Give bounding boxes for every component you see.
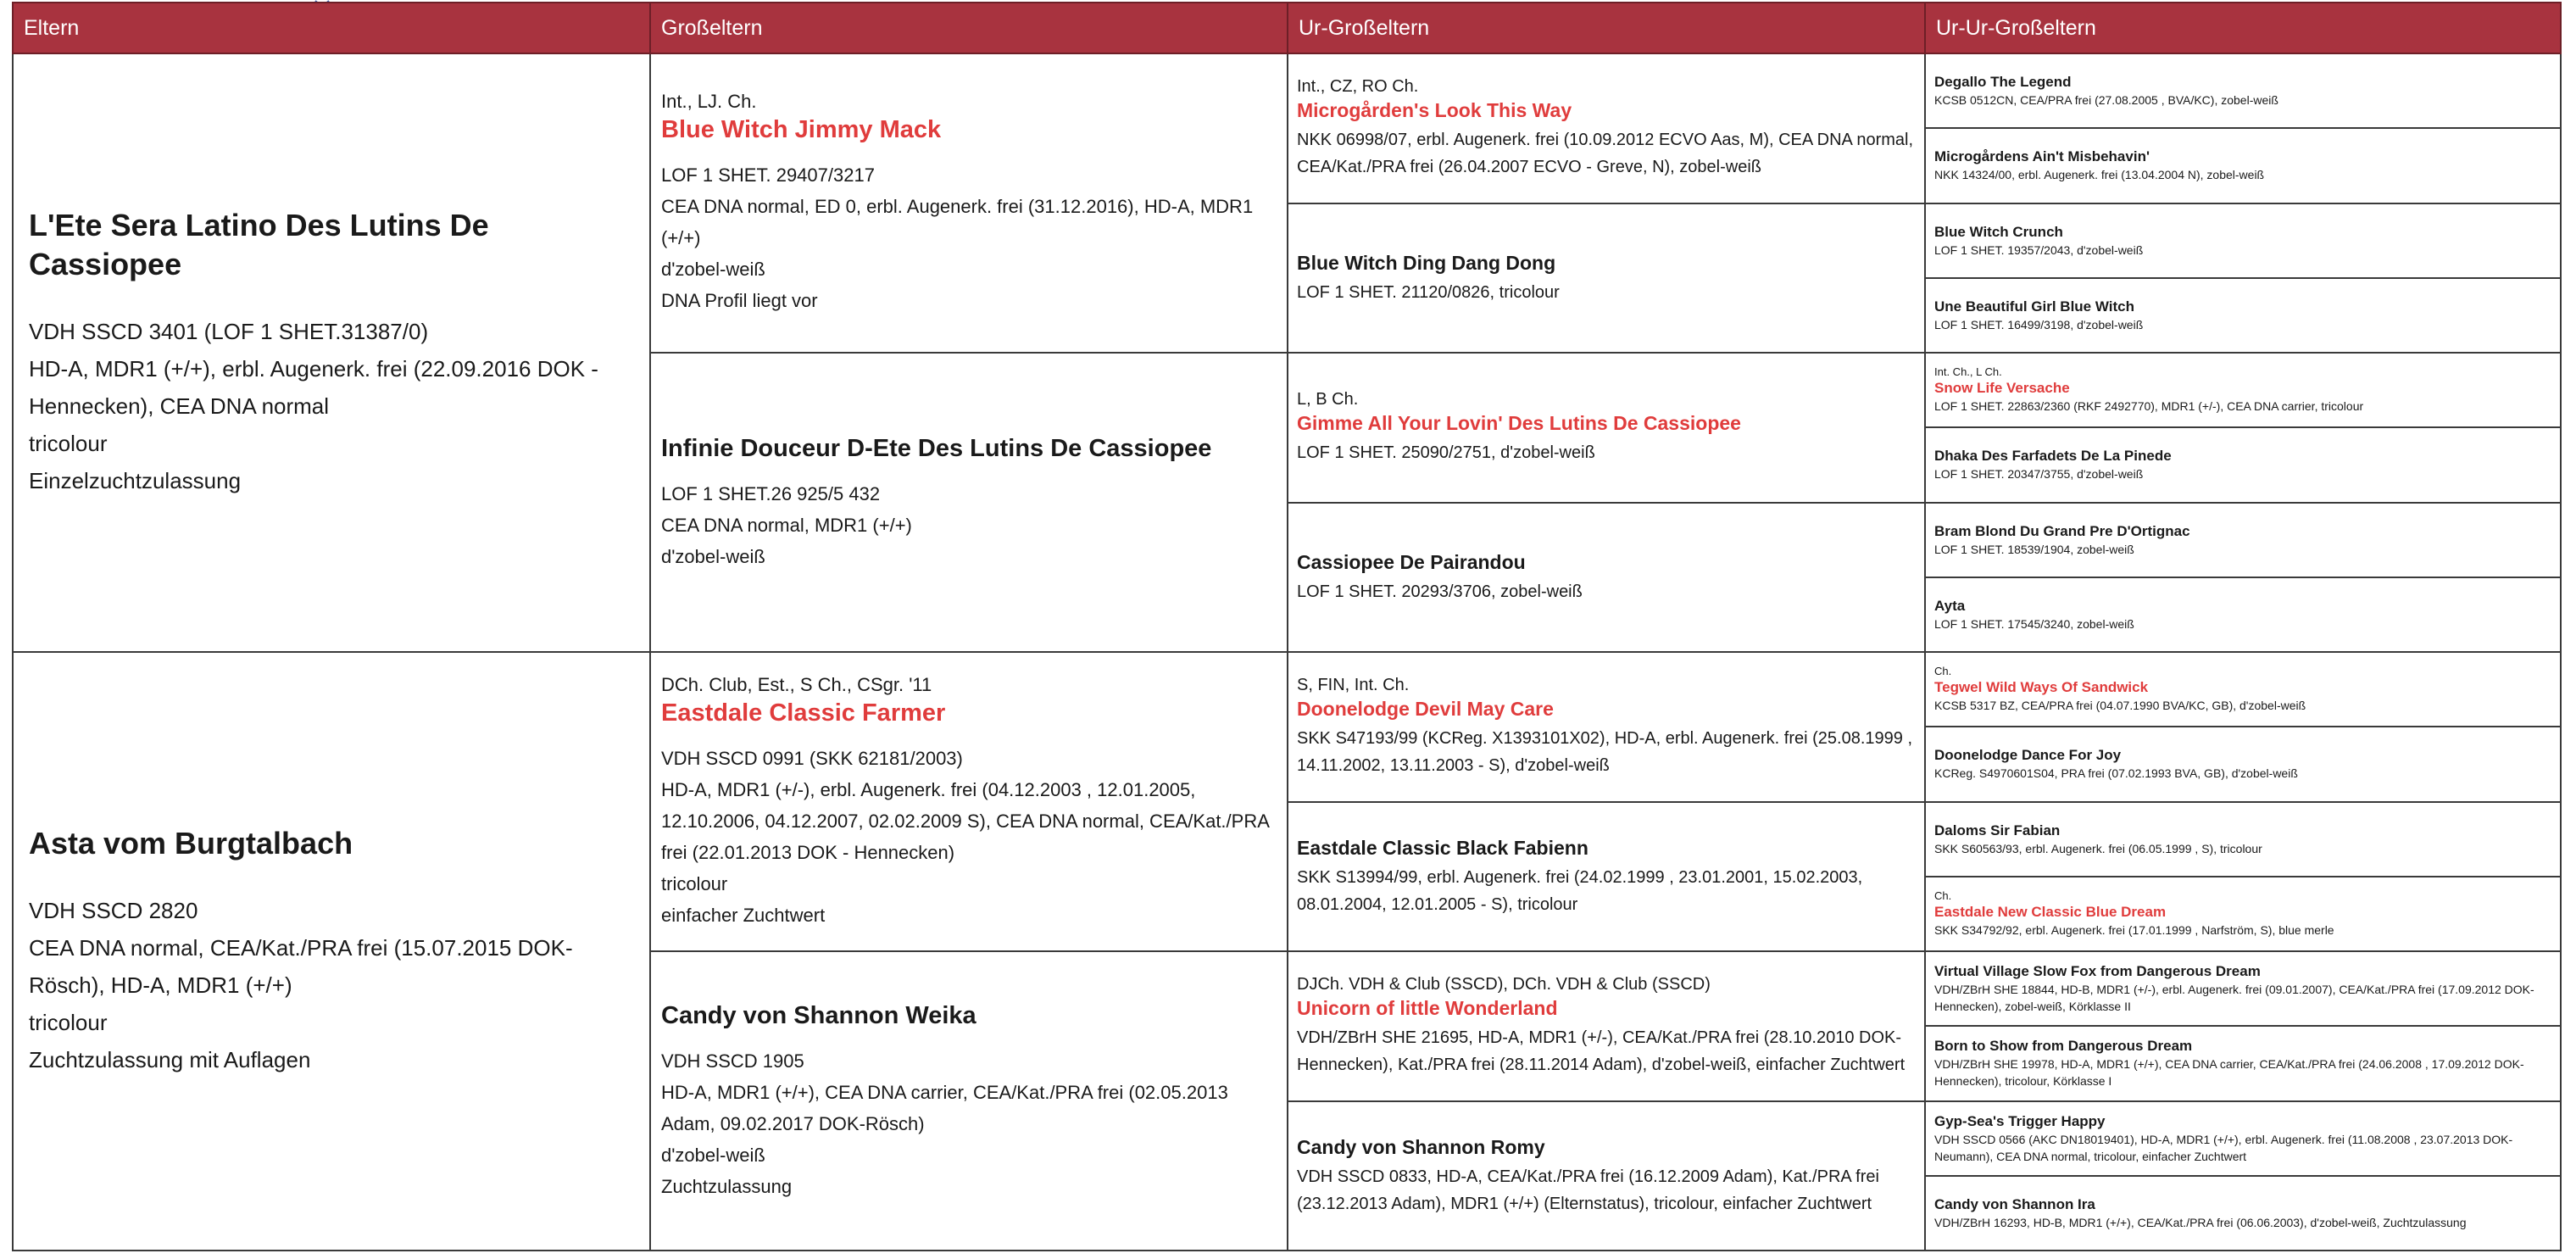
great-great-grandparent-name: Candy von Shannon Ira: [1934, 1195, 2095, 1212]
great-grandparent-name: Gimme All Your Lovin' Des Lutins De Cassiopee: [1297, 412, 1741, 435]
grandparent-info-line: HD-A, MDR1 (+/+), CEA DNA carrier, CEA/Kat./PRA frei (02.05.2013 Adam, 09.02.2017 DOK-Rösch): [661, 1082, 1228, 1134]
great-grandparent-info: LOF 1 SHET. 25090/2751, d'zobel-weiß: [1297, 443, 1595, 463]
great-great-grandparent-name: Born to Show from Dangerous Dream: [1934, 1038, 2193, 1055]
great-great-grandparent-cell: [1925, 1026, 2561, 1100]
great-great-grandparent-name: Dhaka Des Farfadets De La Pinede: [1934, 448, 2172, 465]
great-grandparent-info: NKK 06998/07, erbl. Augenerk. frei (10.09.2012 ECVO Aas, M), CEA DNA normal, CEA/Kat./PRA frei (26.04.2007 ECVO - Greve, N), zobel-weiß: [1297, 131, 1914, 177]
great-grandparent-info: SKK S47193/99 (KCReg. X1393101X02), HD-A, erbl. Augenerk. frei (25.08.1999 , 14.11.2002, 13.11.2003 - S), d'zobel-weiß: [1297, 729, 1912, 776]
great-great-grandparent-info: LOF 1 SHET. 18539/1904, zobel-weiß: [1934, 542, 2134, 556]
great-great-grandparent-cell: [1925, 278, 2561, 353]
great-great-grandparent-name: Degallo The Legend: [1934, 74, 2072, 91]
great-grandparent-cell: [1288, 951, 1925, 1101]
great-grandparent-info: VDH SSCD 0833, HD-A, CEA/Kat./PRA frei (16.12.2009 Adam), Kat./PRA frei (23.12.2013 Adam), MDR1 (+/+) (Elternstatus), tricolour, einfacher Zuchtwert: [1297, 1167, 1879, 1213]
great-grandparent-title: Int., CZ, RO Ch.: [1297, 77, 1419, 97]
header-ur-ur-grosseltern: Ur-Ur-Großeltern: [1925, 3, 2561, 53]
great-great-grandparent-info: LOF 1 SHET. 19357/2043, d'zobel-weiß: [1934, 242, 2144, 257]
great-great-grandparent-title: Ch.: [1934, 889, 1952, 902]
great-grandparent-name: Eastdale Classic Black Fabienn: [1297, 836, 1588, 859]
great-great-grandparent-title: Ch.: [1934, 665, 1952, 678]
great-grandparent-name: Unicorn of little Wonderland: [1297, 997, 1558, 1020]
great-grandparent-cell: [1288, 353, 1925, 503]
great-grandparent-cell: [1288, 203, 1925, 354]
great-great-grandparent-info: NKK 14324/00, erbl. Augenerk. frei (13.04.2004 N), zobel-weiß: [1934, 168, 2265, 182]
great-grandparent-cell: [1288, 652, 1925, 802]
great-great-grandparent-cell: [1925, 1176, 2561, 1251]
great-great-grandparent-cell: [1925, 128, 2561, 203]
great-great-grandparent-name: Microgårdens Ain't Misbehavin': [1934, 148, 2150, 165]
great-grandparent-name: Cassiopee De Pairandou: [1297, 550, 1526, 573]
great-great-grandparent-info: SKK S60563/93, erbl. Augenerk. frei (06.05.1999 , S), tricolour: [1934, 841, 2262, 855]
header-row: [13, 3, 2561, 53]
great-great-grandparent-cell: [1925, 877, 2561, 951]
great-grandparent-info: VDH/ZBrH SHE 21695, HD-A, MDR1 (+/-), CEA/Kat./PRA frei (28.10.2010 DOK-Hennecken), Kat./PRA frei (28.11.2014 Adam), d'zobel-weiß, einfacher Zuchtwert: [1297, 1028, 1906, 1075]
grandparent-name: Candy von Shannon Weika: [661, 1002, 976, 1029]
grandparent-info-line: VDH SSCD 0991 (SKK 62181/2003): [661, 747, 963, 769]
great-great-grandparent-info: VDH/ZBrH 16293, HD-B, MDR1 (+/+), CEA/Kat./PRA frei (06.06.2003), d'zobel-weiß, Zuchtzulassung: [1934, 1215, 2467, 1229]
parent-cell: [13, 652, 650, 1251]
grandparent-title: DCh. Club, Est., S Ch., CSgr. '11: [661, 673, 932, 695]
great-great-grandparent-name: Ayta: [1934, 597, 1966, 614]
grandparent-cell: [650, 951, 1288, 1251]
great-great-grandparent-cell: [1925, 503, 2561, 577]
header-grosseltern: Großeltern: [650, 3, 1288, 53]
great-great-grandparent-cell: [1925, 53, 2561, 128]
pedigree-row: [13, 652, 2561, 727]
great-great-grandparent-cell: [1925, 203, 2561, 278]
great-great-grandparent-name: Virtual Village Slow Fox from Dangerous Dream: [1934, 963, 2261, 980]
header-ur-grosseltern: Ur-Großeltern: [1288, 3, 1925, 53]
grandparent-cell: [650, 353, 1288, 652]
grandparent-info-line: d'zobel-weiß: [661, 259, 765, 280]
great-great-grandparent-name: Eastdale New Classic Blue Dream: [1934, 903, 2167, 920]
great-great-grandparent-cell: [1925, 577, 2561, 652]
great-grandparent-title: DJCh. VDH & Club (SSCD), DCh. VDH & Club (SSCD): [1297, 975, 1711, 994]
great-great-grandparent-name: Doonelodge Dance For Joy: [1934, 747, 2122, 764]
pedigree-row: [13, 53, 2561, 128]
great-great-grandparent-info: VDH/ZBrH SHE 19978, HD-A, MDR1 (+/+), CEA DNA carrier, CEA/Kat./PRA frei (24.06.2008 , 17.09.2012 DOK-Hennecken), tricolour, Körklasse I: [1934, 1057, 2524, 1089]
great-great-grandparent-cell: [1925, 652, 2561, 727]
parent-name: Asta vom Burgtalbach: [29, 826, 353, 861]
great-great-grandparent-cell: [1925, 353, 2561, 427]
parent-info-line: CEA DNA normal, CEA/Kat./PRA frei (15.07.2015 DOK-Rösch), HD-A, MDR1 (+/+): [29, 935, 573, 998]
great-grandparent-name: Microgården's Look This Way: [1297, 99, 1572, 122]
great-great-grandparent-info: LOF 1 SHET. 22863/2360 (RKF 2492770), MDR1 (+/-), CEA DNA carrier, tricolour: [1934, 399, 2364, 414]
parent-info-line: VDH SSCD 3401 (LOF 1 SHET.31387/0): [29, 319, 429, 344]
great-grandparent-cell: [1288, 503, 1925, 653]
pedigree-table: [12, 2, 2562, 1251]
great-great-grandparent-info: VDH/ZBrH SHE 18844, HD-B, MDR1 (+/-), erbl. Augenerk. frei (09.01.2007), CEA/Kat./PRA frei (17.09.2012 DOK-Hennecken), zobel-weiß, Körklasse II: [1934, 983, 2534, 1014]
great-grandparent-cell: [1288, 802, 1925, 952]
great-grandparent-info: LOF 1 SHET. 21120/0826, tricolour: [1297, 282, 1560, 302]
great-grandparent-title: L, B Ch.: [1297, 390, 1359, 409]
grandparent-cell: [650, 53, 1288, 353]
grandparent-name: Eastdale Classic Farmer: [661, 699, 946, 727]
great-great-grandparent-title: Int. Ch., L Ch.: [1934, 365, 2002, 379]
great-great-grandparent-name: Bram Blond Du Grand Pre D'Ortignac: [1934, 522, 2190, 539]
great-great-grandparent-name: Snow Life Versache: [1934, 380, 2070, 397]
great-great-grandparent-cell: [1925, 427, 2561, 502]
parent-info-line: tricolour: [29, 1010, 108, 1035]
grandparent-info-line: Zuchtzulassung: [661, 1176, 793, 1197]
header-eltern: Eltern: [13, 3, 650, 53]
great-great-grandparent-cell: [1925, 951, 2561, 1026]
parent-info-line: VDH SSCD 2820: [29, 898, 198, 923]
great-great-grandparent-name: Tegwel Wild Ways Of Sandwick: [1934, 679, 2149, 696]
great-grandparent-name: Doonelodge Devil May Care: [1297, 698, 1554, 721]
grandparent-name: Blue Witch Jimmy Mack: [661, 116, 942, 143]
parent-info-line: HD-A, MDR1 (+/+), erbl. Augenerk. frei (22.09.2016 DOK - Hennecken), CEA DNA normal: [29, 356, 598, 419]
grandparent-info-line: CEA DNA normal, MDR1 (+/+): [661, 515, 912, 536]
great-great-grandparent-info: KCSB 5317 BZ, CEA/PRA frei (04.07.1990 BVA/KC, GB), d'zobel-weiß: [1934, 699, 2306, 713]
great-great-grandparent-info: LOF 1 SHET. 16499/3198, d'zobel-weiß: [1934, 317, 2144, 331]
great-grandparent-name: Candy von Shannon Romy: [1297, 1135, 1545, 1158]
grandparent-info-line: einfacher Zuchtwert: [661, 904, 826, 926]
great-grandparent-title: S, FIN, Int. Ch.: [1297, 676, 1410, 695]
great-great-grandparent-name: Blue Witch Crunch: [1934, 223, 2063, 240]
parent-info-line: Zuchtzulassung mit Auflagen: [29, 1047, 311, 1072]
grandparent-info-line: tricolour: [661, 872, 728, 894]
great-grandparent-info: SKK S13994/99, erbl. Augenerk. frei (24.02.1999 , 23.01.2001, 15.02.2003, 08.01.2004, 12.01.2005 - S), tricolour: [1297, 867, 1863, 914]
great-grandparent-cell: [1288, 1101, 1925, 1251]
great-great-grandparent-info: KCReg. S4970601S04, PRA frei (07.02.1993 BVA, GB), d'zobel-weiß: [1934, 766, 2298, 781]
great-grandparent-cell: [1288, 53, 1925, 203]
parent-info-line: tricolour: [29, 431, 108, 456]
grandparent-info-line: LOF 1 SHET.26 925/5 432: [661, 483, 881, 504]
grandparent-info-line: DNA Profil liegt vor: [661, 290, 818, 311]
great-great-grandparent-name: Gyp-Sea's Trigger Happy: [1934, 1112, 2106, 1129]
great-great-grandparent-cell: [1925, 1101, 2561, 1176]
great-great-grandparent-name: Une Beautiful Girl Blue Witch: [1934, 298, 2134, 315]
great-great-grandparent-info: LOF 1 SHET. 17545/3240, zobel-weiß: [1934, 616, 2134, 631]
grandparent-info-line: d'zobel-weiß: [661, 546, 765, 567]
great-great-grandparent-info: SKK S34792/92, erbl. Augenerk. frei (17.01.1999 , Narfström, S), blue merle: [1934, 922, 2334, 937]
grandparent-info-line: LOF 1 SHET. 29407/3217: [661, 164, 875, 186]
parent-info-line: Einzelzuchtzulassung: [29, 468, 242, 493]
great-great-grandparent-info: KCSB 0512CN, CEA/PRA frei (27.08.2005 , BVA/KC), zobel-weiß: [1934, 93, 2278, 108]
great-grandparent-name: Blue Witch Ding Dang Dong: [1297, 251, 1556, 274]
grandparent-info-line: CEA DNA normal, ED 0, erbl. Augenerk. frei (31.12.2016), HD-A, MDR1 (+/+): [661, 196, 1254, 248]
great-great-grandparent-info: LOF 1 SHET. 20347/3755, d'zobel-weiß: [1934, 467, 2144, 482]
grandparent-cell: [650, 652, 1288, 951]
great-great-grandparent-name: Daloms Sir Fabian: [1934, 822, 2061, 838]
great-great-grandparent-cell: [1925, 802, 2561, 877]
great-great-grandparent-info: VDH SSCD 0566 (AKC DN18019401), HD-A, MDR1 (+/+), erbl. Augenerk. frei (11.08.2008 , 23.07.2013 DOK-Neumann), CEA DNA normal, tricolour, einfacher Zuchtwert: [1934, 1132, 2513, 1163]
parent-cell: [13, 53, 650, 652]
grandparent-name: Infinie Douceur D-Ete Des Lutins De Cassiopee: [661, 435, 1212, 462]
parent-name: L'Ete Sera Latino Des Lutins De Cassiopee: [29, 208, 489, 281]
grandparent-info-line: HD-A, MDR1 (+/-), erbl. Augenerk. frei (04.12.2003 , 12.01.2005, 12.10.2006, 04.12.2007, 02.02.2009 S), CEA DNA normal, CEA/Kat./PRA frei (22.01.2013 DOK - Hennecken): [661, 778, 1269, 863]
great-great-grandparent-cell: [1925, 727, 2561, 801]
grandparent-info-line: VDH SSCD 1905: [661, 1050, 804, 1072]
grandparent-title: Int., LJ. Ch.: [661, 91, 757, 112]
grandparent-info-line: d'zobel-weiß: [661, 1145, 765, 1166]
great-grandparent-info: LOF 1 SHET. 20293/3706, zobel-weiß: [1297, 582, 1583, 601]
